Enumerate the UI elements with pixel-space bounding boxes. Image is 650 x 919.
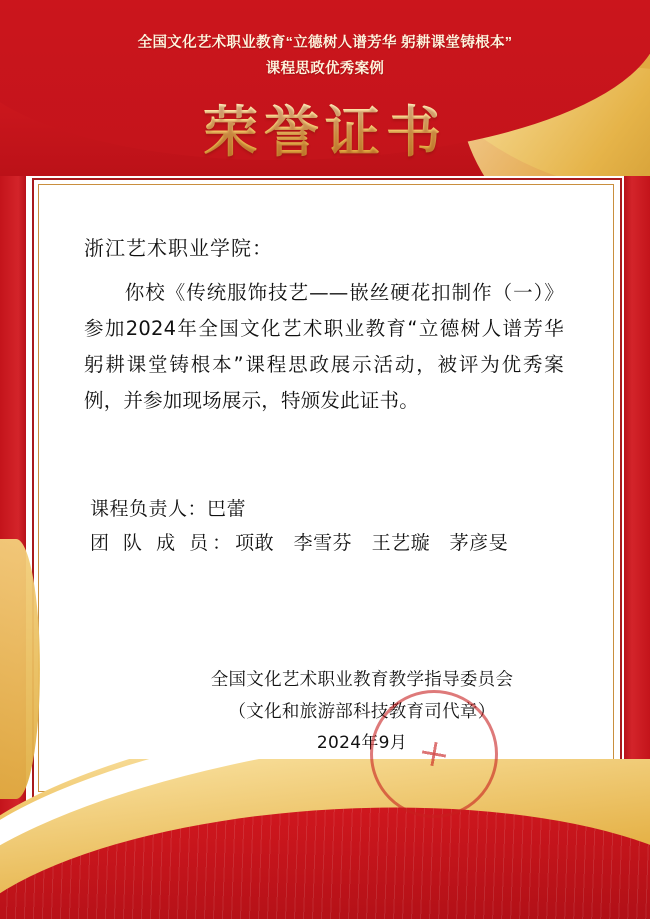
- certificate-paragraph: [84, 275, 564, 419]
- signature-block: [152, 664, 572, 758]
- banner-subtitle-line-2: 课程思政优秀案例: [265, 61, 385, 77]
- bottom-decoration: [0, 759, 650, 919]
- banner-subtitle: [0, 30, 650, 82]
- roles-block: [90, 492, 590, 560]
- team-members-line: [90, 526, 590, 560]
- paragraph-text: 你校《传统服饰技艺——嵌丝硬花扣制作（一）》参加2024年全国文化艺术职业教育“立德树人谱芳华 躬耕课堂铸根本”课程思政展示活动，被评为优秀案例，并参加现场展示，特颁发此证书。: [84, 281, 564, 412]
- course-leader-label: 课程负责人：: [90, 498, 208, 520]
- issuing-organization: 全国文化艺术职业教育教学指导委员会: [210, 670, 514, 690]
- team-members-value: 项敢 李雪芬 王艺璇 茅彦旻: [235, 532, 509, 554]
- issue-date: 2024年9月: [316, 733, 408, 753]
- issuing-sub-organization: （文化和旅游部科技教育司代章）: [228, 702, 496, 722]
- team-members-label: 团 队 成 员：: [90, 532, 236, 554]
- banner-subtitle-line-1: 全国文化艺术职业教育“立德树人谱芳华 躬耕课堂铸根本”: [137, 35, 513, 51]
- course-leader-line: [90, 492, 590, 526]
- certificate-title: 荣誉证书: [0, 88, 650, 167]
- certificate-body: [84, 232, 564, 419]
- recipient-name: 浙江艺术职业学院：: [84, 236, 273, 260]
- course-leader-value: 巴蕾: [207, 498, 247, 520]
